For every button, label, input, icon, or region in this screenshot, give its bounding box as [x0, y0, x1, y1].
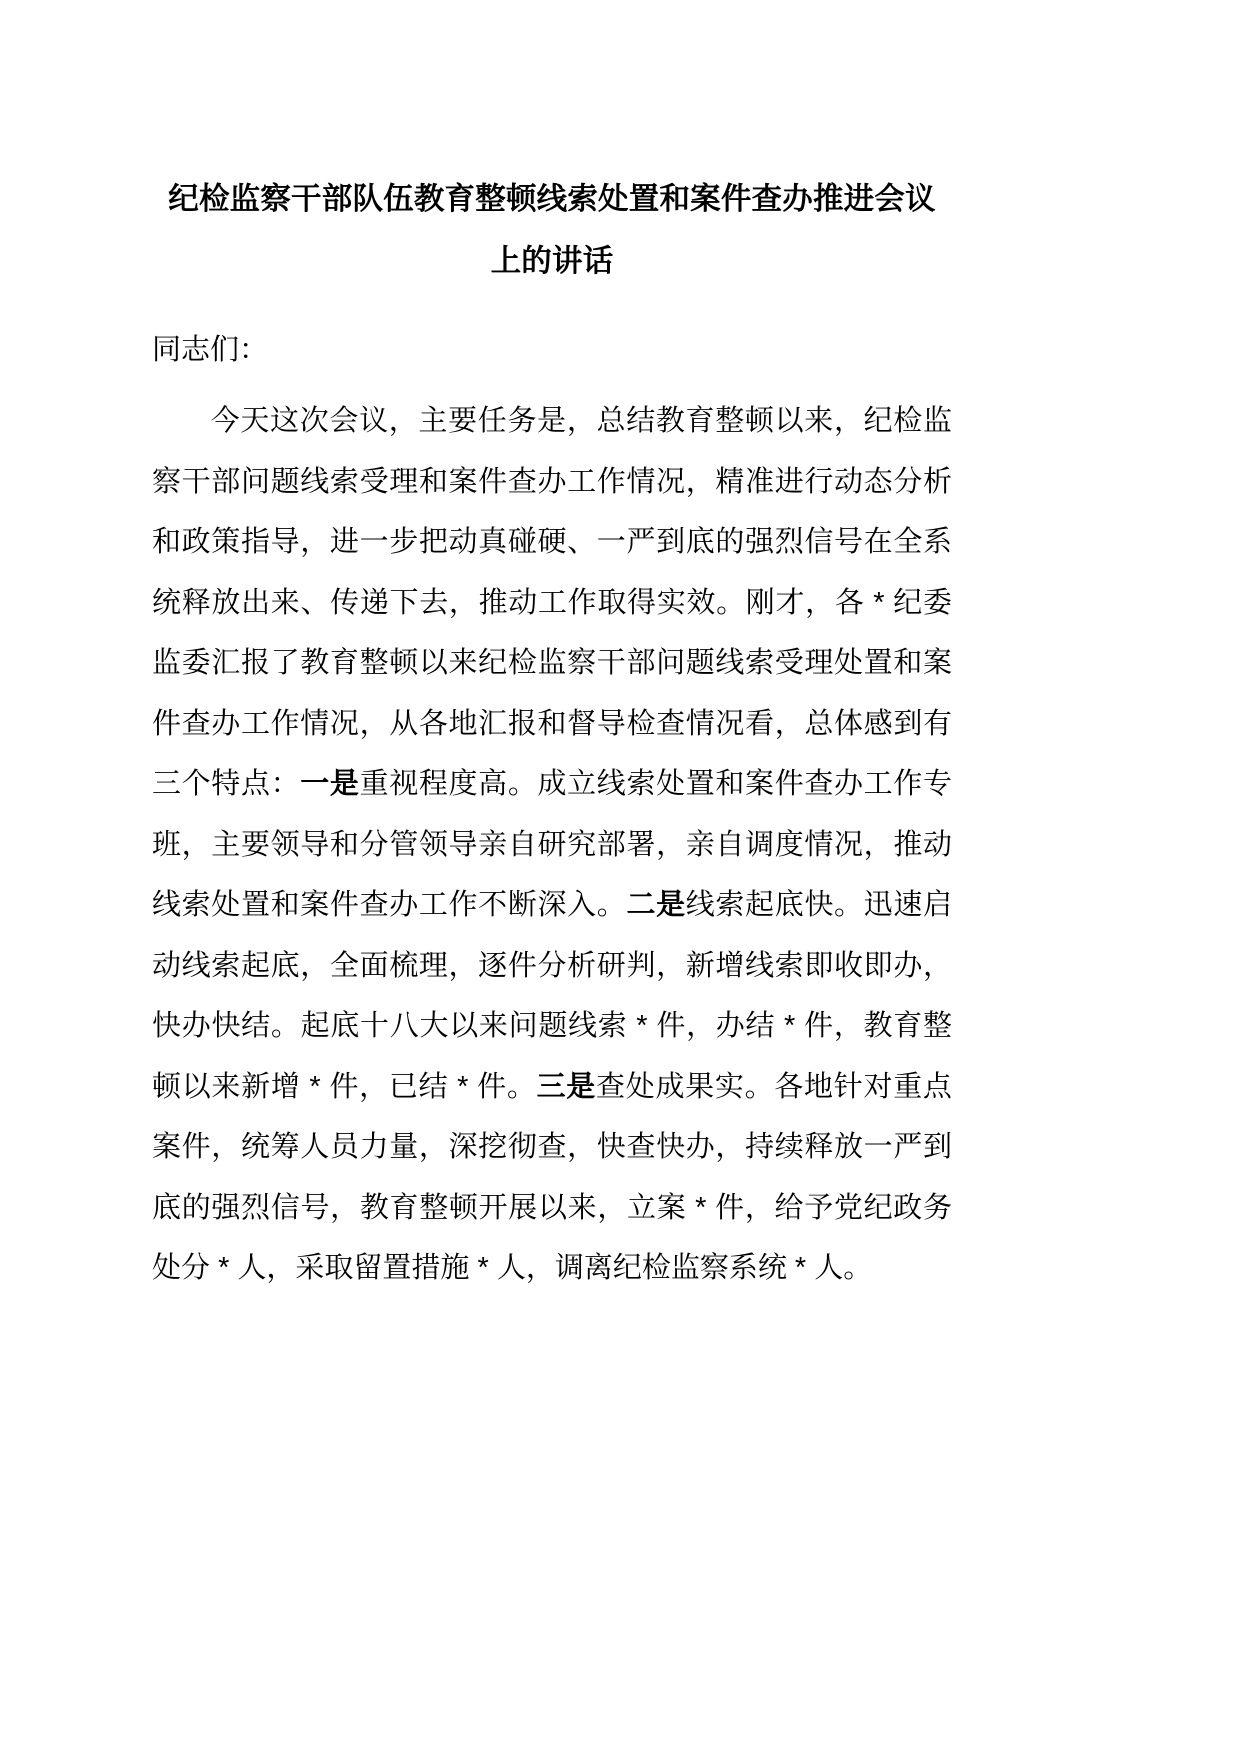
redacted-value: * — [786, 1252, 815, 1284]
paragraph-text: 纪委监委汇报了教育整顿以来纪检监察干部问题线索受理处置和案件查办工作情况，从各地汇报和督导检查情况看，总体感到有三个特点： — [152, 586, 952, 800]
enumeration-marker: 一是 — [300, 768, 360, 800]
title-line-1: 纪检监察干部队伍教育整顿线索处置和案件查办推进会议 — [168, 182, 936, 216]
redacted-value: * — [300, 1070, 330, 1103]
paragraph-text: 件，给予党纪政务处分 — [152, 1191, 952, 1284]
redacted-value: * — [627, 1010, 657, 1042]
paragraph-text: 重视程度高。成立线索处置和案件查办工作专班，主要领导和分管领导亲自研究部署，亲自调度情况，推动线索处置和案件查办工作不断深入。 — [152, 768, 952, 921]
paragraph-text: 人，采取留置措施 — [237, 1252, 470, 1284]
paragraph-text: 件，办结 — [656, 1010, 776, 1042]
paragraph-text: 查处成果实。各地针对重点案件，统筹人员力量，深挖彻查，快查快办，持续释放一严到底的强烈信号，教育整顿开展以来，立案 — [152, 1070, 952, 1224]
page-content-column — [152, 0, 952, 1299]
paragraph-text: 件。 — [477, 1070, 537, 1103]
paragraph-text: 线索起底快。迅速启动线索起底，全面梳理，逐件分析研判，新增线索即收即办，快办快结。起底十八大以来问题线索 — [152, 889, 952, 1042]
redacted-value: * — [448, 1070, 478, 1103]
paragraph-text: 件，已结 — [329, 1070, 449, 1103]
redacted-value: * — [775, 1010, 805, 1042]
enumeration-marker: 二是 — [626, 889, 686, 921]
enumeration-marker: 三是 — [536, 1070, 597, 1103]
redacted-value: * — [210, 1252, 238, 1284]
title-line-2: 上的讲话 — [490, 244, 614, 278]
page-title — [152, 0, 952, 292]
paragraph-text: 人，调离纪检监察系统 — [496, 1252, 787, 1284]
paragraph-text: 人。 — [814, 1252, 873, 1284]
paragraph-text: 今天这次会议，主要任务是，总结教育整顿以来，纪检监察干部问题线索受理和案件查办工作情况，精准进行动态分析和政策指导，进一步把动真碰硬、一严到底的强烈信号在全系统释放出来、传递下去，推动工作取得实效。刚才，各 — [152, 405, 952, 619]
body-paragraph — [152, 365, 952, 1299]
redacted-value: * — [686, 1191, 716, 1224]
redacted-value: * — [469, 1252, 497, 1284]
redacted-value: * — [864, 586, 894, 619]
salutation: 同志们： — [152, 334, 269, 366]
paragraph-text: 件，教育整顿以来新增 — [152, 1010, 952, 1103]
